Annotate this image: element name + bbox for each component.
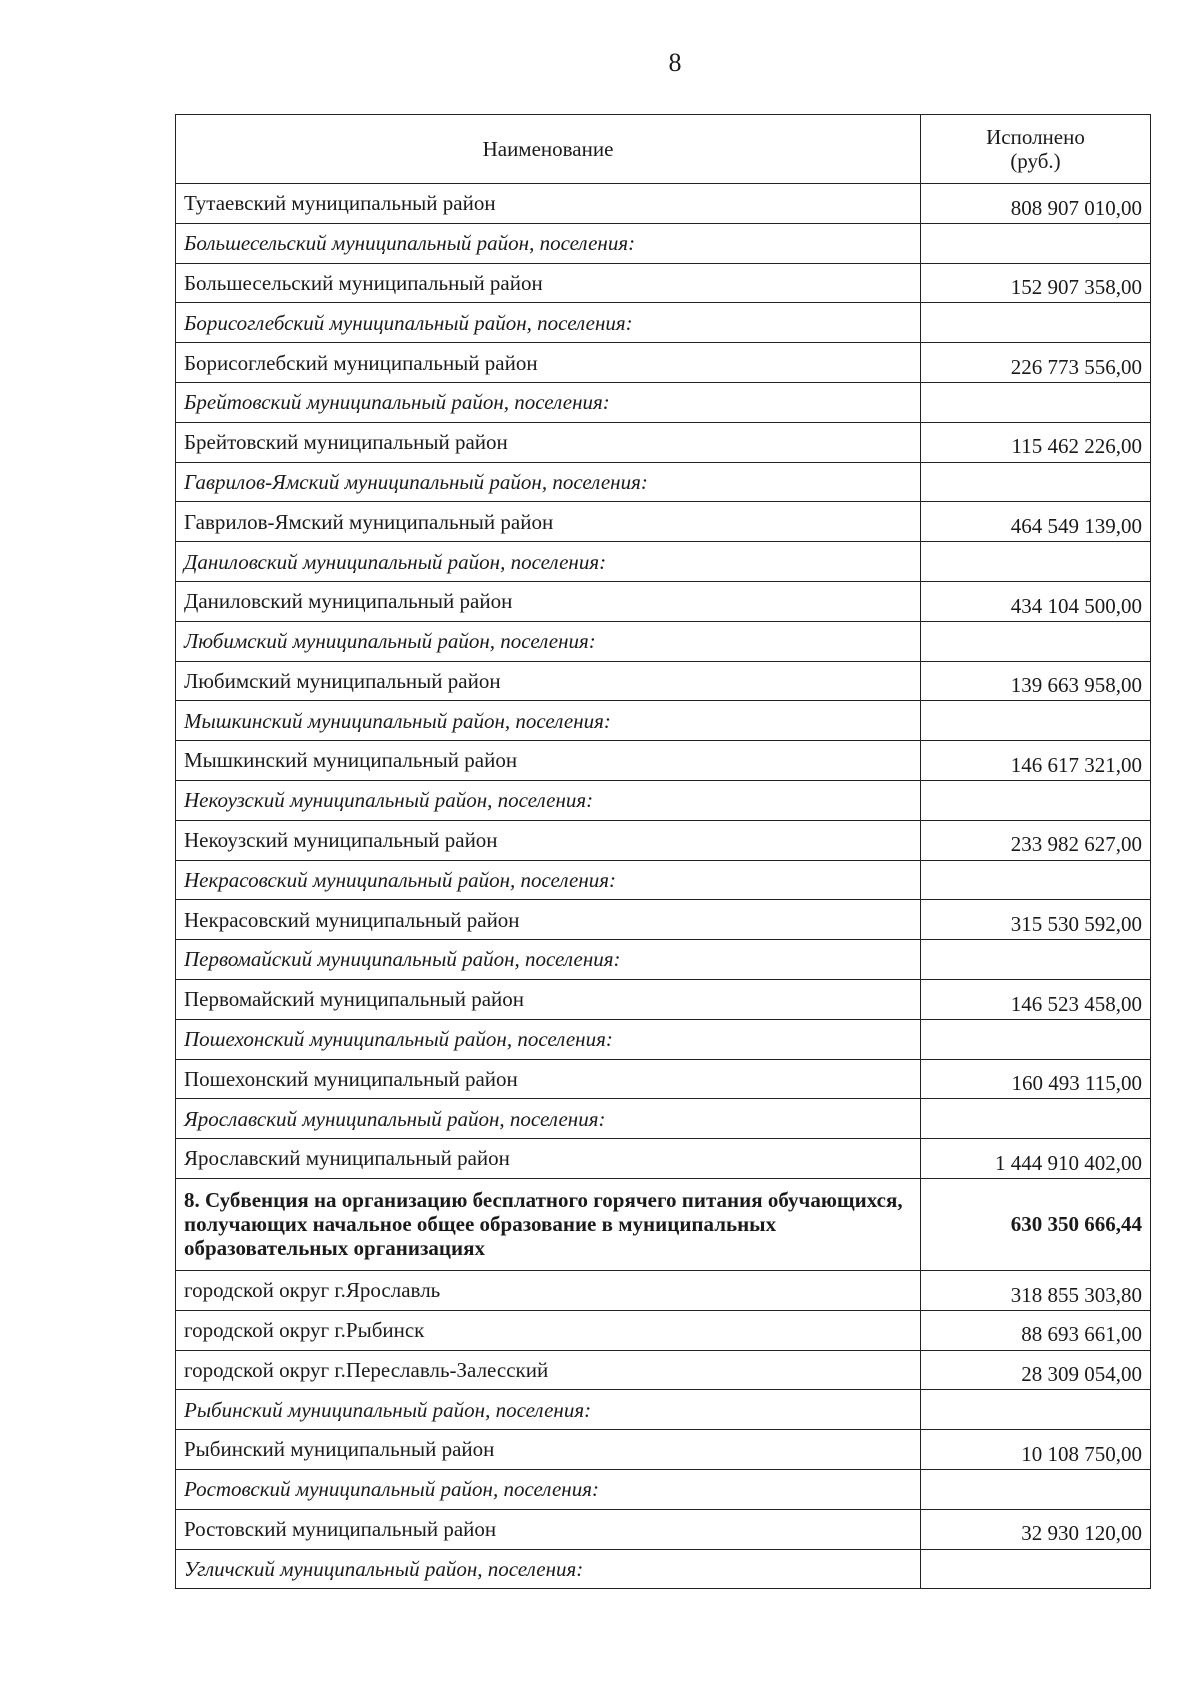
table-row: [176, 343, 1151, 383]
row-name-cell: Ярославский муниципальный район: [176, 1139, 921, 1179]
header-value-line1: Исполнено: [986, 124, 1085, 149]
group-header-row: [176, 621, 1151, 661]
row-name-cell: Пошехонский муниципальный район: [176, 1059, 921, 1099]
table-body: [176, 184, 1151, 1589]
row-name-cell: Большесельский муниципальный район: [176, 263, 921, 303]
row-value-cell: 146 523 458,00: [921, 979, 1151, 1019]
row-value-cell: 152 907 358,00: [921, 263, 1151, 303]
row-name-cell: Ростовский муниципальный район: [176, 1509, 921, 1549]
row-value-cell: 226 773 556,00: [921, 343, 1151, 383]
row-value-cell: 28 309 054,00: [921, 1350, 1151, 1390]
table-row: [176, 502, 1151, 542]
group-header-row: [176, 780, 1151, 820]
group-header-row: [176, 940, 1151, 980]
row-value-cell: 630 350 666,44: [921, 1178, 1151, 1270]
row-name-cell: Любимский муниципальный район: [176, 661, 921, 701]
table-row: [176, 820, 1151, 860]
row-name-cell: Некоузский муниципальный район: [176, 820, 921, 860]
row-value-cell: [921, 303, 1151, 343]
row-name-cell: Ростовский муниципальный район, поселения:: [176, 1469, 921, 1509]
table-row: [176, 1139, 1151, 1179]
group-header-row: [176, 542, 1151, 582]
group-header-row: [176, 303, 1151, 343]
table-row: [176, 1059, 1151, 1099]
table-row: [176, 581, 1151, 621]
row-name-cell: городской округ г.Переславль-Залесский: [176, 1350, 921, 1390]
row-value-cell: 139 663 958,00: [921, 661, 1151, 701]
row-name-cell: Первомайский муниципальный район, поселения:: [176, 940, 921, 980]
row-name-cell: Тутаевский муниципальный район: [176, 184, 921, 224]
row-value-cell: 160 493 115,00: [921, 1059, 1151, 1099]
row-name-cell: Некрасовский муниципальный район: [176, 900, 921, 940]
row-value-cell: 233 982 627,00: [921, 820, 1151, 860]
row-value-cell: [921, 542, 1151, 582]
row-name-cell: Брейтовский муниципальный район, поселения:: [176, 382, 921, 422]
row-value-cell: 88 693 661,00: [921, 1310, 1151, 1350]
row-name-cell: Гаврилов-Ямский муниципальный район, поселения:: [176, 462, 921, 502]
row-name-cell: Даниловский муниципальный район: [176, 581, 921, 621]
row-value-cell: 115 462 226,00: [921, 422, 1151, 462]
row-value-cell: 464 549 139,00: [921, 502, 1151, 542]
row-value-cell: [921, 940, 1151, 980]
table-row: [176, 1270, 1151, 1310]
section-row: [176, 1178, 1151, 1270]
table-row: [176, 263, 1151, 303]
row-name-cell: Мышкинский муниципальный район: [176, 741, 921, 781]
row-value-cell: 434 104 500,00: [921, 581, 1151, 621]
group-header-row: [176, 1099, 1151, 1139]
row-name-cell: Брейтовский муниципальный район: [176, 422, 921, 462]
page-number: 8: [668, 48, 682, 77]
row-name-cell: Мышкинский муниципальный район, поселения:: [176, 701, 921, 741]
row-name-cell: Даниловский муниципальный район, поселения:: [176, 542, 921, 582]
row-value-cell: 32 930 120,00: [921, 1509, 1151, 1549]
table-row: [176, 1509, 1151, 1549]
row-name-cell: Большесельский муниципальный район, поселения:: [176, 223, 921, 263]
header-value: [921, 115, 1151, 184]
group-header-row: [176, 223, 1151, 263]
group-header-row: [176, 462, 1151, 502]
row-value-cell: [921, 223, 1151, 263]
group-header-row: [176, 1390, 1151, 1430]
row-name-cell: Первомайский муниципальный район: [176, 979, 921, 1019]
table-row: [176, 1430, 1151, 1470]
row-value-cell: [921, 1019, 1151, 1059]
row-value-cell: 318 855 303,80: [921, 1270, 1151, 1310]
row-name-cell: Любимский муниципальный район, поселения:: [176, 621, 921, 661]
row-value-cell: 1 444 910 402,00: [921, 1139, 1151, 1179]
row-value-cell: 808 907 010,00: [921, 184, 1151, 224]
header-name: Наименование: [176, 115, 921, 184]
row-value-cell: 146 617 321,00: [921, 741, 1151, 781]
row-value-cell: [921, 1390, 1151, 1430]
group-header-row: [176, 860, 1151, 900]
row-value-cell: 10 108 750,00: [921, 1430, 1151, 1470]
row-value-cell: [921, 701, 1151, 741]
table-header-row: [176, 115, 1151, 184]
row-name-cell: Некрасовский муниципальный район, поселения:: [176, 860, 921, 900]
row-value-cell: [921, 1549, 1151, 1589]
row-name-cell: Некоузский муниципальный район, поселения:: [176, 780, 921, 820]
row-value-cell: [921, 621, 1151, 661]
group-header-row: [176, 1549, 1151, 1589]
row-name-cell: 8. Субвенция на организацию бесплатного горячего питания обучающихся, получающих начальное общее образование в муниципальных образовательных организациях: [176, 1178, 921, 1270]
table-row: [176, 900, 1151, 940]
row-name-cell: Рыбинский муниципальный район, поселения:: [176, 1390, 921, 1430]
row-value-cell: [921, 382, 1151, 422]
table-header: [176, 115, 1151, 184]
table-row: [176, 979, 1151, 1019]
row-name-cell: Борисоглебский муниципальный район: [176, 343, 921, 383]
table-row: [176, 184, 1151, 224]
table-row: [176, 661, 1151, 701]
row-name-cell: Борисоглебский муниципальный район, поселения:: [176, 303, 921, 343]
row-name-cell: городской округ г.Рыбинск: [176, 1310, 921, 1350]
row-value-cell: [921, 462, 1151, 502]
table-row: [176, 422, 1151, 462]
table-row: [176, 1350, 1151, 1390]
row-name-cell: Угличский муниципальный район, поселения:: [176, 1549, 921, 1589]
row-name-cell: Ярославский муниципальный район, поселения:: [176, 1099, 921, 1139]
row-value-cell: [921, 860, 1151, 900]
row-value-cell: [921, 780, 1151, 820]
row-name-cell: Гаврилов-Ямский муниципальный район: [176, 502, 921, 542]
row-name-cell: Рыбинский муниципальный район: [176, 1430, 921, 1470]
row-name-cell: городской округ г.Ярославль: [176, 1270, 921, 1310]
header-value-line2: (руб.): [1010, 149, 1061, 173]
group-header-row: [176, 382, 1151, 422]
group-header-row: [176, 1469, 1151, 1509]
table-row: [176, 741, 1151, 781]
row-value-cell: [921, 1469, 1151, 1509]
row-value-cell: 315 530 592,00: [921, 900, 1151, 940]
group-header-row: [176, 1019, 1151, 1059]
table-row: [176, 1310, 1151, 1350]
budget-table: [175, 114, 1151, 1589]
row-name-cell: Пошехонский муниципальный район, поселения:: [176, 1019, 921, 1059]
row-value-cell: [921, 1099, 1151, 1139]
group-header-row: [176, 701, 1151, 741]
